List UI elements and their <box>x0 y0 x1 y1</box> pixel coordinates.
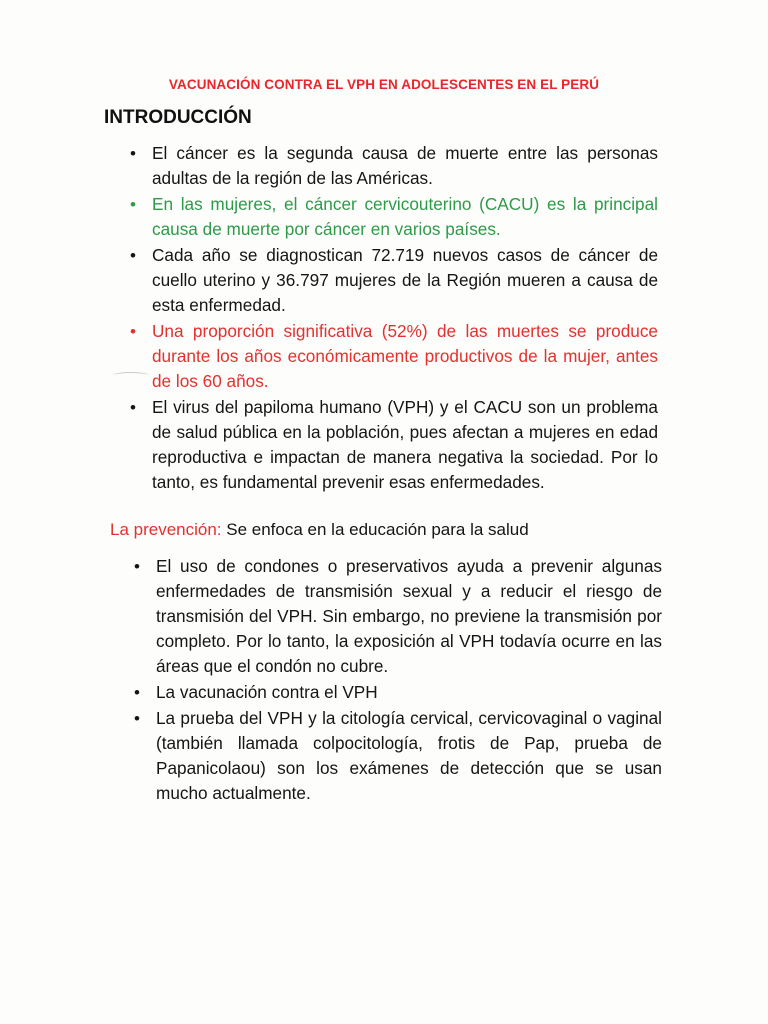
prevention-item-2 <box>134 680 662 705</box>
bullet-icon: • <box>130 322 136 341</box>
intro-item-3 <box>130 243 658 318</box>
bullet-icon: • <box>130 398 136 417</box>
intro-item-5 <box>130 395 658 495</box>
intro-item-text: El virus del papiloma humano (VPH) y el CACU son un problema de salud pública en la población, pues afectan a mujeres en edad reproductiva e impactan de manera negativa la sociedad. Por lo tanto, es fundamental prevenir esas enfermedades. <box>152 397 658 492</box>
bullet-icon: • <box>130 144 136 163</box>
bullet-icon: • <box>134 557 140 576</box>
intro-item-4 <box>130 319 658 394</box>
intro-bullet-list <box>130 141 658 496</box>
prevention-item-3 <box>134 706 662 806</box>
prevention-item-text: La prueba del VPH y la citología cervical, cervicovaginal o vaginal (también llamada colpocitología, frotis de Pap, prueba de Papanicolaou) son los exámenes de detección que se usan mucho actualmente. <box>156 708 662 803</box>
bullet-icon: • <box>130 246 136 265</box>
intro-item-1 <box>130 141 658 191</box>
section-heading-introduccion: INTRODUCCIÓN <box>104 107 252 128</box>
pen-mark <box>113 372 149 379</box>
intro-item-2 <box>130 192 658 242</box>
bullet-icon: • <box>134 683 140 702</box>
intro-item-text: En las mujeres, el cáncer cervicouterino (CACU) es la principal causa de muerte por cáncer en varios países. <box>152 194 658 239</box>
bullet-icon: • <box>134 709 140 728</box>
prevention-item-text: El uso de condones o preservativos ayuda a prevenir algunas enfermedades de transmisión sexual y a reducir el riesgo de transmisión del VPH. Sin embargo, no previene la transmisión por completo. Por lo tanto, la exposición al VPH todavía ocurre en las áreas que el condón no cubre. <box>156 556 662 676</box>
prevention-text: Se enfoca en la educación para la salud <box>221 520 529 539</box>
document-title: VACUNACIÓN CONTRA EL VPH EN ADOLESCENTES EN EL PERÚ <box>168 77 600 92</box>
prevention-bullet-list <box>134 554 662 807</box>
prevention-line <box>110 520 529 540</box>
prevention-item-text: La vacunación contra el VPH <box>156 682 378 702</box>
intro-item-text: Una proporción significativa (52%) de las muertes se produce durante los años económicamente productivos de la mujer, antes de los 60 años. <box>152 321 658 391</box>
intro-item-text: Cada año se diagnostican 72.719 nuevos casos de cáncer de cuello uterino y 36.797 mujeres de la Región mueren a causa de esta enfermedad. <box>152 245 658 315</box>
bullet-icon: • <box>130 195 136 214</box>
prevention-item-1 <box>134 554 662 679</box>
prevention-label: La prevención: <box>110 520 222 539</box>
intro-item-text: El cáncer es la segunda causa de muerte entre las personas adultas de la región de las Américas. <box>152 143 658 188</box>
